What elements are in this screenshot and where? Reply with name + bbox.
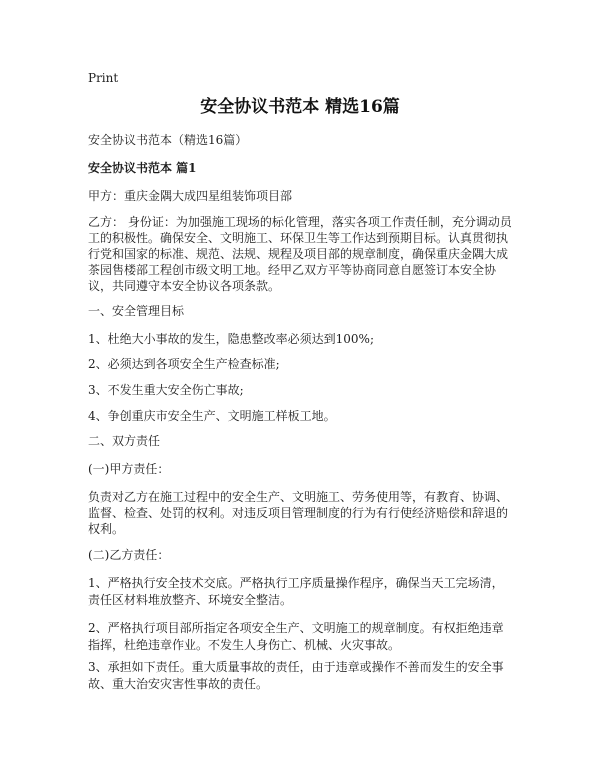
section1-item: 3、不发生重大安全伤亡事故; [88,383,244,397]
party-b-item: 1、严格执行安全技术交底。严格执行工序质量操作程序，确保当天工完场清，责任区材料堆放整齐、环境安全整洁。 [88,576,504,607]
section1-item: 4、争创重庆市安全生产、文明施工样板工地。 [88,409,336,423]
party-b-item: 3、承担如下责任。重大质量事故的责任，由于违章或操作不善而发生的安全事故、重大治安灾害性事故的责任。 [88,660,504,691]
party-b-item: 2、严格执行项目部所指定各项安全生产、文明施工的规章制度。有权拒绝违章指挥，杜绝违章作业。不发生人身伤亡、机械、火灾事故。 [88,621,504,652]
section-heading: 安全协议书范本 篇1 [88,161,197,175]
intro-paragraph: 乙方： 身份证：为加强施工现场的标化管理，落实各项工作责任制，充分调动员工的积极性。确保安全、文明施工、环保卫生等工作达到预期目标。认真贯彻执行党和国家的标准、规范、法规、规程及项目部的规章制度，确保重庆金隅大成茶园售楼部工程创市级文明工地。经甲乙双方平等协商同意自愿签订本安全协议，共同遵守本安全协议各项条款。 [88,215,512,293]
section1-item: 1、杜绝大小事故的发生，隐患整改率必须达到100%; [88,332,374,346]
section2-heading: 二、双方责任 [88,434,161,448]
party-a-responsibility-heading: (一)甲方责任： [88,462,170,476]
party-b-responsibility-heading: (二)乙方责任： [88,548,170,562]
section1-item: 2、必须达到各项安全生产检查标准; [88,357,280,371]
document-subtitle: 安全协议书范本（精选16篇） [88,133,248,147]
party-a-line: 甲方：重庆金隅大成四星组装饰项目部 [88,189,293,203]
section1-heading: 一、安全管理目标 [88,304,185,318]
print-link[interactable]: Print [88,71,119,85]
page-title: 安全协议书范本 精选16篇 [200,97,400,117]
party-a-responsibility-text: 负责对乙方在施工过程中的安全生产、文明施工、劳务使用等，有教育、协调、监督、检查、处罚的权利。对违反项目管理制度的行为有行使经济赔偿和辞退的权利。 [88,490,509,536]
